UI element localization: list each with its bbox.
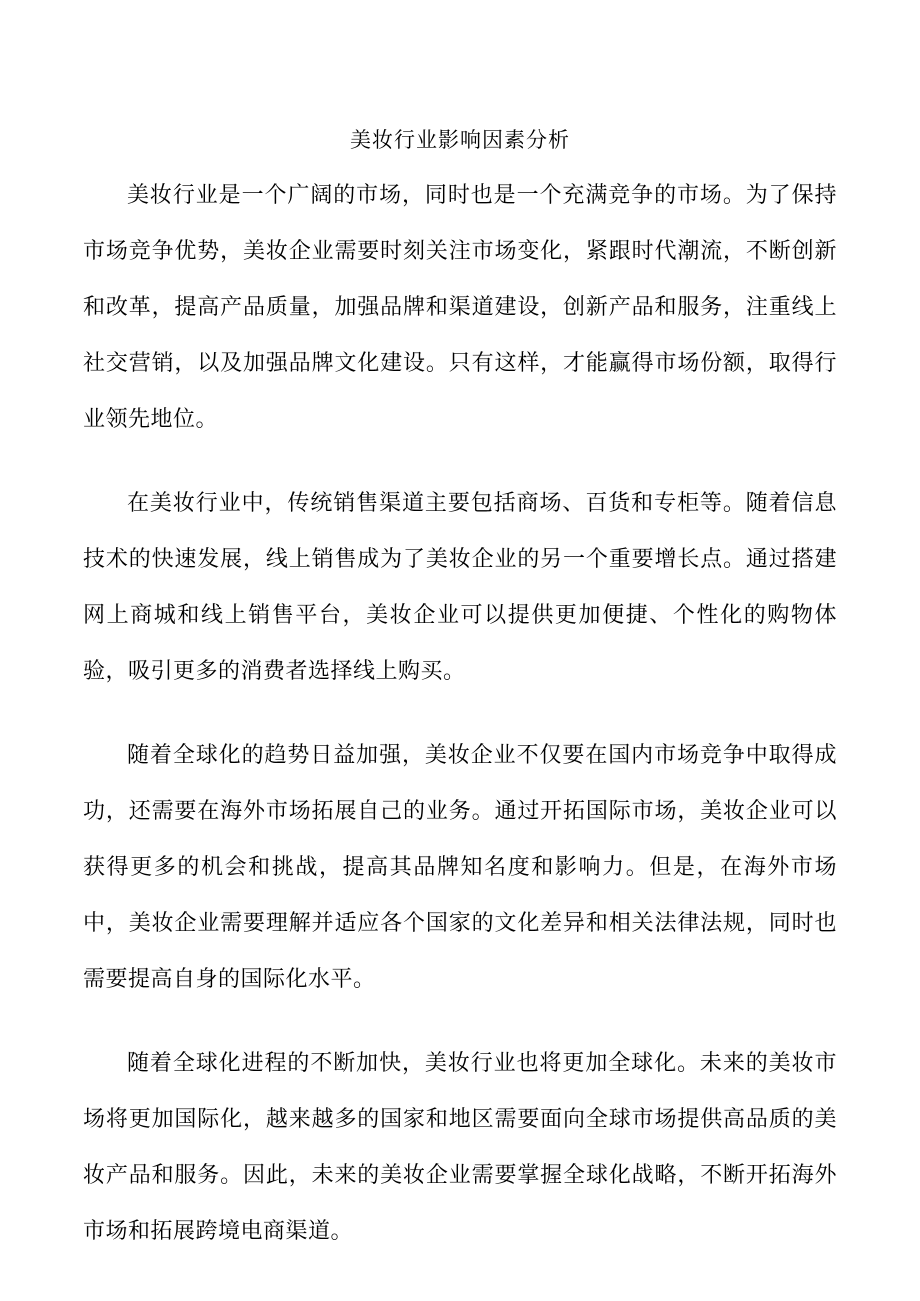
paragraph-2: 在美妆行业中，传统销售渠道主要包括商场、百货和专柜等。随着信息技术的快速发展，线上销售成为了美妆企业的另一个重要增长点。通过搭建网上商城和线上销售平台，美妆企业可以提供更加便捷、个性化的购物体验，吸引更多的消费者选择线上购买。: [83, 491, 837, 684]
document-title: 美妆行业影响因素分析: [350, 128, 570, 152]
paragraph-1: 美妆行业是一个广阔的市场，同时也是一个充满竞争的市场。为了保持市场竞争优势，美妆企业需要时刻关注市场变化，紧跟时代潮流，不断创新和改革，提高产品质量，加强品牌和渠道建设，创新产品和服务，注重线上社交营销，以及加强品牌文化建设。只有这样，才能赢得市场份额，取得行业领先地位。: [83, 183, 837, 432]
document-body: [83, 168, 837, 1288]
paragraph-4: 随着全球化进程的不断加快，美妆行业也将更加全球化。未来的美妆市场将更加国际化，越来越多的国家和地区需要面向全球市场提供高品质的美妆产品和服务。因此，未来的美妆企业需要掌握全球化战略，不断开拓海外市场和拓展跨境电商渠道。: [83, 1051, 837, 1244]
paragraph-3: 随着全球化的趋势日益加强，美妆企业不仅要在国内市场竞争中取得成功，还需要在海外市场拓展自己的业务。通过开拓国际市场，美妆企业可以获得更多的机会和挑战，提高其品牌知名度和影响力。但是，在海外市场中，美妆企业需要理解并适应各个国家的文化差异和相关法律法规，同时也需要提高自身的国际化水平。: [83, 743, 837, 992]
